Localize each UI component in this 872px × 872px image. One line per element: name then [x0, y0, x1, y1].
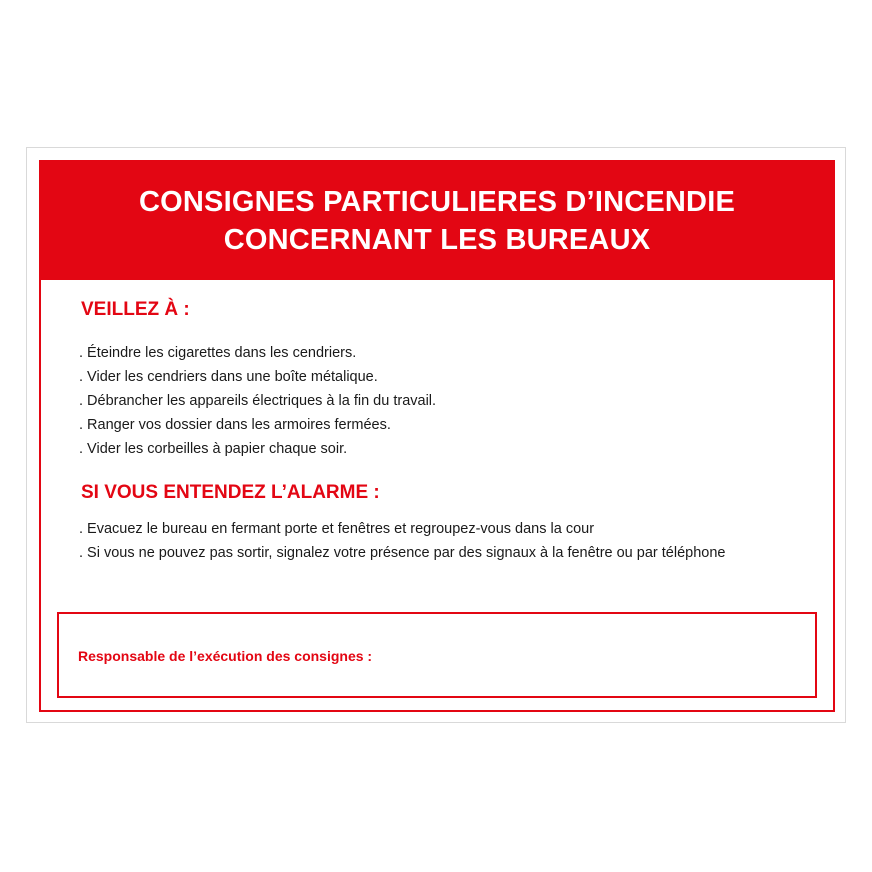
veillez-section-title: VEILLEZ À : — [81, 299, 190, 320]
sign-frame — [39, 160, 835, 712]
responsable-box — [57, 612, 817, 698]
list-item: . Débrancher les appareils électriques à la fin du travail. — [79, 393, 437, 409]
alarme-list — [79, 517, 819, 565]
alarme-section-title: SI VOUS ENTENDEZ L’ALARME : — [81, 482, 380, 503]
responsable-label: Responsable de l’exécution des consignes : — [78, 648, 373, 664]
list-item: . Éteindre les cigarettes dans les cendriers. — [79, 345, 357, 361]
list-item: . Ranger vos dossier dans les armoires fermées. — [79, 417, 391, 433]
header-title-line-1: CONSIGNES PARTICULIERES D’INCENDIE — [139, 186, 735, 218]
list-item: . Evacuez le bureau en fermant porte et fenêtres et regroupez-vous dans la cour — [79, 521, 595, 537]
fire-safety-sign — [26, 147, 846, 723]
list-item: . Vider les cendriers dans une boîte métalique. — [79, 369, 378, 385]
sign-header — [41, 162, 833, 280]
list-item: . Si vous ne pouvez pas sortir, signalez votre présence par des signaux à la fenêtre ou par téléphone — [79, 545, 726, 561]
list-item: . Vider les corbeilles à papier chaque soir. — [79, 441, 348, 457]
header-title-line-2: CONCERNANT LES BUREAUX — [223, 224, 651, 256]
veillez-list — [79, 341, 436, 461]
